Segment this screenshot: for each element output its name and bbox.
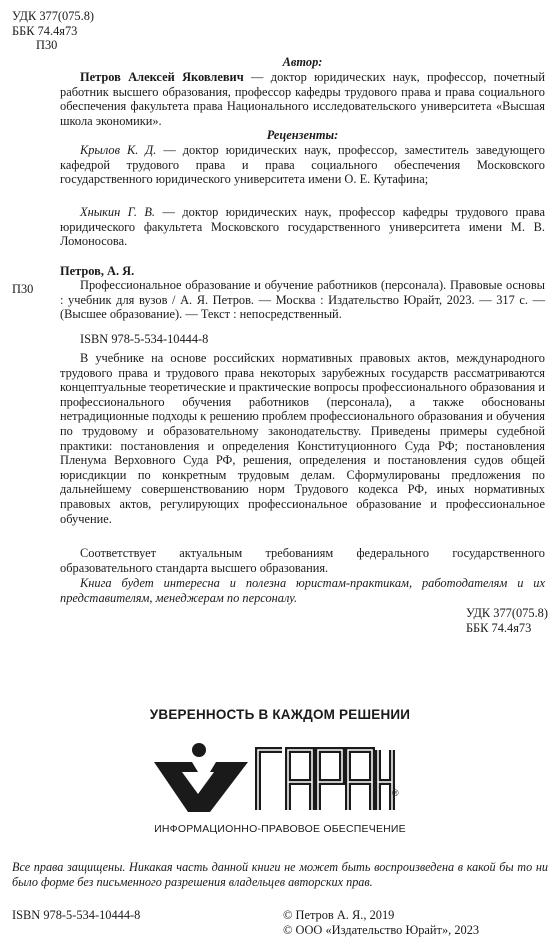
garant-tagline: ИНФОРМАЦИОННО-ПРАВОВОЕ ОБЕСПЕЧЕНИЕ xyxy=(154,823,406,835)
registered-mark: ® xyxy=(392,788,399,798)
bibliographic-description: Профессиональное образование и обучение работников (персонала). Правовые основы : учебник для вузов / А. Я. Петров. — Москва : Издательство Юрайт, 2023. — 317 с. — (Высшее образование). — Текст : непосредственный. xyxy=(60,278,545,322)
udk-code: УДК 377(075.8) xyxy=(465,606,548,620)
reviewer-entry xyxy=(60,205,545,249)
author-description: — доктор юридических наук, профессор, почетный работник высшего образования, профессор кафедры трудового права и права социального обеспечения факультета права Национального исследовательского университета «Высшая школа экономики». xyxy=(60,70,545,128)
garant-emblem-icon xyxy=(152,742,402,814)
isbn-record: ISBN 978-5-534-10444-8 xyxy=(80,332,209,346)
bibliographic-mark: П30 xyxy=(12,282,34,296)
author-name: Петров Алексей Яковлевич xyxy=(80,70,244,84)
bottom-isbn: ISBN 978-5-534-10444-8 xyxy=(12,908,141,922)
reviewer-entry xyxy=(60,143,545,187)
copyright-publisher: © ООО «Издательство Юрайт», 2023 xyxy=(283,923,480,937)
reviewers-heading: Рецензенты: xyxy=(266,128,339,142)
author-mark: П30 xyxy=(36,38,58,53)
annotation-paragraph: В учебнике на основе российских нормативных правовых актов, международного трудового права и трудового права некоторых зарубежных государств рассматриваются концептуальные теоретические и практические вопросы профессионального образования и профессионального обучения работников (персонала), а также обоснованы нетрадиционные подходы к решению проблем профессионального образования и обучения по трудовому и образовательному законодательству. Приведены примеры судебной практики: постановления и определения Конституционного Суда РФ; постановления Пленума Верховного Суда РФ, решения, определения и постановления судов общей юрисдикции по конкретным трудовым делам. Сформулированы предложения по дальнейшему совершенствованию норм Трудового кодекса РФ, иных нормативных правовых актов, регулирующих профессиональное образование и профессиональное обучение. xyxy=(60,351,545,526)
copyright-author: © Петров А. Я., 2019 xyxy=(283,908,395,922)
garant-logo xyxy=(152,742,402,814)
bbk-code: ББК 74.4я73 xyxy=(465,620,532,635)
footer-classification xyxy=(466,606,548,635)
bbk-code: ББК 74.4я73 xyxy=(12,23,78,38)
classification-block xyxy=(12,9,94,53)
annotation-audience: Книга будет интересна и полезна юристам-практикам, работодателям и их представителям, менеджерам по персоналу. xyxy=(60,576,545,605)
reviewer-description: — доктор юридических наук, профессор кафедры трудового права юридического факультета Московского государственного университета имени М. В. Ломоносова. xyxy=(60,205,545,249)
udk-code: УДК 377(075.8) xyxy=(12,9,95,23)
reviewer-name: Крылов К. Д. xyxy=(80,143,157,157)
reviewer-description: — доктор юридических наук, профессор, заместитель заведующего кафедрой трудового права и права социального обеспечения Московского государственного юридического университета имени О. Е. Кутафина; xyxy=(60,143,545,187)
annotation-paragraph: Соответствует актуальным требованиям федерального государственного образовательного стандарта высшего образования. xyxy=(60,546,545,575)
reviewer-name: Хныкин Г. В. xyxy=(80,205,156,219)
garant-slogan: УВЕРЕННОСТЬ В КАЖДОМ РЕШЕНИИ xyxy=(149,707,411,722)
author-heading: Автор: xyxy=(282,55,323,69)
rights-notice: Все права защищены. Никакая часть данной книги не может быть воспроизведена в какой бы то ни было форме без письменного разрешения владельцев авторских прав. xyxy=(12,860,548,889)
bibliographic-author: Петров, А. Я. xyxy=(60,264,135,278)
author-entry xyxy=(60,70,545,128)
